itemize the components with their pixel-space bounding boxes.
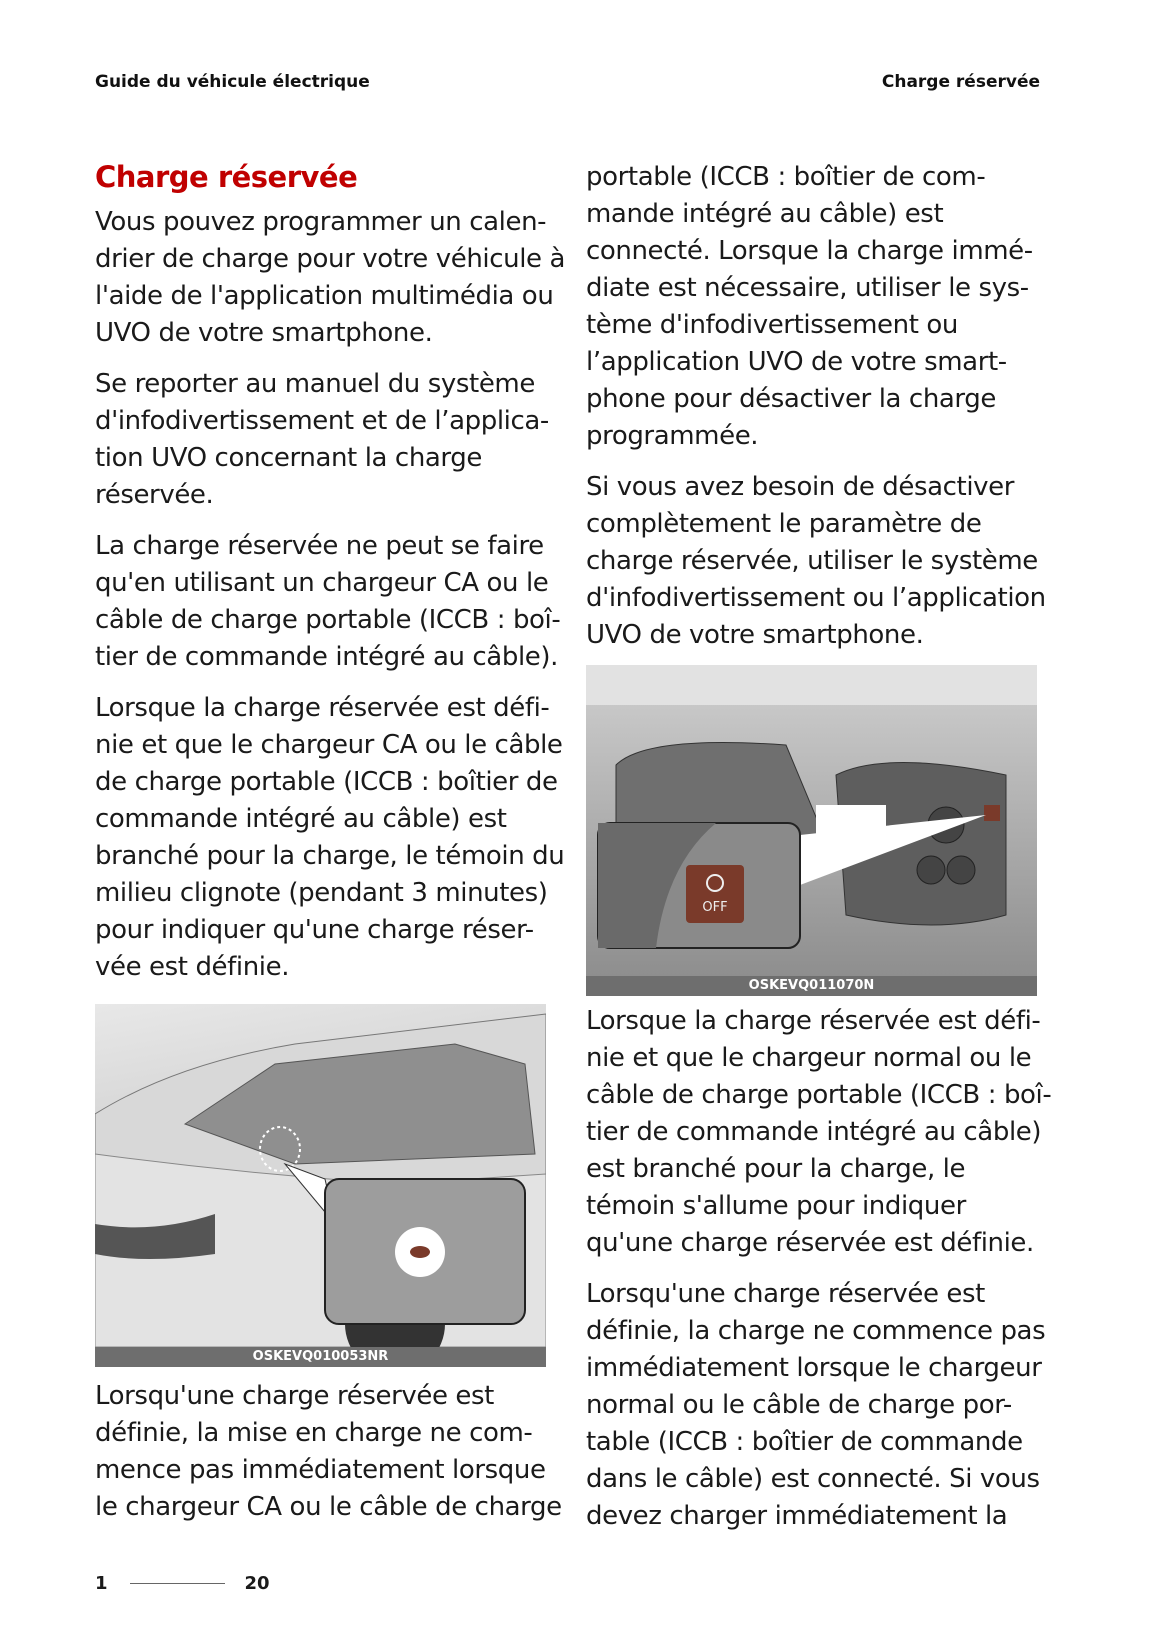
right-column-text-bottom <box>586 1003 1052 1549</box>
text-line: mence pas immédiatement lorsque <box>95 1455 546 1485</box>
text-line: qu'une charge réservée est définie. <box>586 1228 1034 1258</box>
figure-caption: OSKEVQ010053NR <box>95 1347 546 1367</box>
paragraph <box>95 690 565 986</box>
page-number: 20 <box>244 1573 270 1594</box>
text-line: d'infodivertissement et de l’applica- <box>95 406 549 436</box>
text-line: milieu clignote (pendant 3 minutes) <box>95 878 548 908</box>
text-line: connecté. Lorsque la charge immé- <box>586 236 1033 266</box>
charging-port-illustration <box>586 665 1037 976</box>
text-line: Lorsque la charge réservée est défi- <box>586 1006 1041 1036</box>
text-line: immédiatement lorsque le chargeur <box>586 1353 1042 1383</box>
paragraph <box>95 204 566 352</box>
text-line: pour indiquer qu'une charge réser- <box>95 915 534 945</box>
text-line: l'aide de l'application multimédia ou <box>95 281 554 311</box>
figure-charging-port <box>586 665 1037 996</box>
text-line: vée est définie. <box>95 952 290 982</box>
left-column-text-top <box>95 204 566 1000</box>
text-line: de charge portable (ICCB : boîtier de <box>95 767 558 797</box>
text-line: tion UVO concernant la charge <box>95 443 482 473</box>
text-line: Lorsque la charge réservée est défi- <box>95 693 550 723</box>
text-line: nie et que le chargeur CA ou le câble <box>95 730 563 760</box>
right-column-text-top <box>586 159 1046 668</box>
figure-caption: OSKEVQ011070N <box>586 976 1037 996</box>
text-line: est branché pour la charge, le <box>586 1154 966 1184</box>
text-line: définie, la mise en charge ne com- <box>95 1418 533 1448</box>
paragraph <box>586 469 1046 654</box>
text-line: La charge réservée ne peut se faire <box>95 531 544 561</box>
footer-divider <box>130 1583 225 1584</box>
text-line: Se reporter au manuel du système <box>95 369 535 399</box>
text-line: réservée. <box>95 480 214 510</box>
text-line: définie, la charge ne commence pas <box>586 1316 1046 1346</box>
text-line: tier de commande intégré au câble). <box>95 642 558 672</box>
text-line: d'infodivertissement ou l’application <box>586 583 1046 613</box>
chapter-number: 1 <box>95 1573 108 1594</box>
paragraph <box>586 1003 1052 1262</box>
paragraph <box>95 1378 562 1526</box>
paragraph <box>95 366 555 514</box>
text-line: le chargeur CA ou le câble de charge <box>95 1492 562 1522</box>
text-line: UVO de votre smartphone. <box>586 620 924 650</box>
car-illustration <box>95 1004 546 1347</box>
text-line: mande intégré au câble) est <box>586 199 944 229</box>
off-label: OFF <box>702 900 728 915</box>
text-line: qu'en utilisant un chargeur CA ou le <box>95 568 549 598</box>
text-line: Vous pouvez programmer un calen- <box>95 207 547 237</box>
text-line: programmée. <box>586 421 759 451</box>
text-line: table (ICCB : boîtier de commande <box>586 1427 1023 1457</box>
text-line: normal ou le câble de charge por- <box>586 1390 1012 1420</box>
text-line: dans le câble) est connecté. Si vous <box>586 1464 1040 1494</box>
text-line: tème d'infodivertissement ou <box>586 310 958 340</box>
page-footer <box>95 1573 270 1594</box>
text-line: câble de charge portable (ICCB : boî- <box>586 1080 1052 1110</box>
paragraph <box>586 1276 1046 1535</box>
text-line: charge réservée, utiliser le système <box>586 546 1038 576</box>
text-line: l’application UVO de votre smart- <box>586 347 1007 377</box>
text-line: tier de commande intégré au câble) <box>586 1117 1042 1147</box>
text-line: Lorsqu'une charge réservée est <box>586 1279 985 1309</box>
running-header-right: Charge réservée <box>881 72 1040 92</box>
paragraph <box>95 528 561 676</box>
paragraph <box>586 159 1046 455</box>
text-line: devez charger immédiatement la <box>586 1501 1008 1531</box>
text-line: Lorsqu'une charge réservée est <box>95 1381 494 1411</box>
left-column-text-bottom <box>95 1378 562 1540</box>
section-title: Charge réservée <box>95 160 358 194</box>
text-line: nie et que le chargeur normal ou le <box>586 1043 1032 1073</box>
text-line: UVO de votre smartphone. <box>95 318 433 348</box>
text-line: diate est nécessaire, utiliser le sys- <box>586 273 1029 303</box>
text-line: câble de charge portable (ICCB : boî- <box>95 605 561 635</box>
figure-dashboard-indicator <box>95 1004 546 1367</box>
text-line: commande intégré au câble) est <box>95 804 507 834</box>
text-line: drier de charge pour votre véhicule à <box>95 244 566 274</box>
text-line: témoin s'allume pour indiquer <box>586 1191 966 1221</box>
text-line: Si vous avez besoin de désactiver <box>586 472 1015 502</box>
text-line: phone pour désactiver la charge <box>586 384 996 414</box>
text-line: complètement le paramètre de <box>586 509 982 539</box>
text-line: portable (ICCB : boîtier de com- <box>586 162 986 192</box>
running-header-left: Guide du véhicule électrique <box>95 72 370 92</box>
text-line: branché pour la charge, le témoin du <box>95 841 565 871</box>
